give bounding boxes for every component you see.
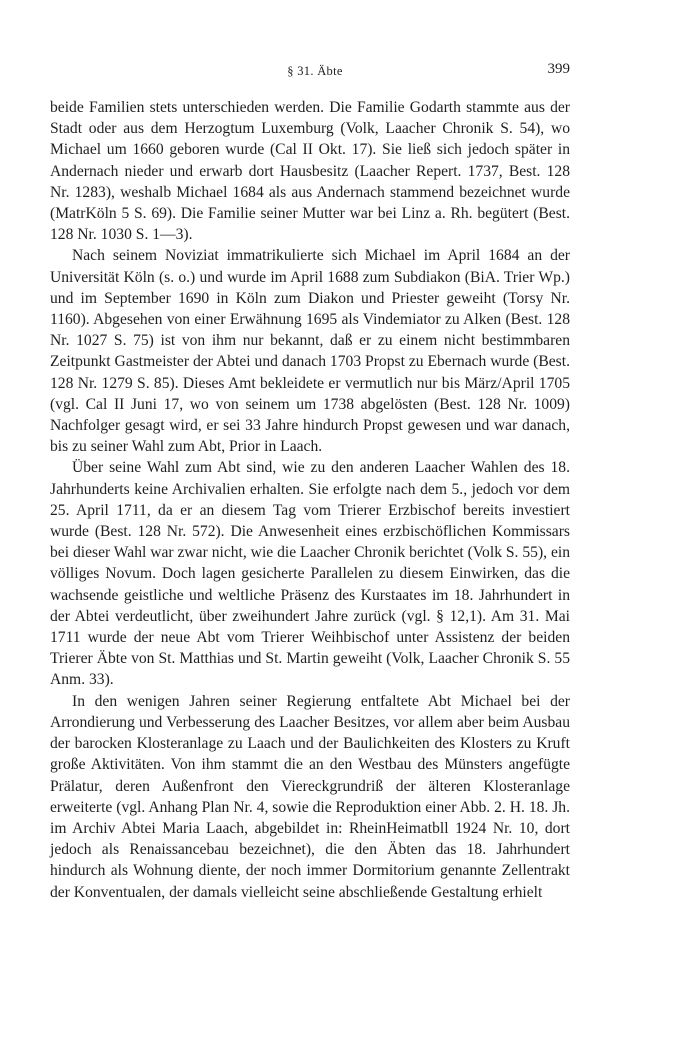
- page-number: 399: [547, 61, 570, 77]
- paragraph-continued: beide Familien stets unterschieden werden. Die Familie Godarth stammte aus der Stadt oder aus dem Herzogtum Luxemburg (Volk, Laacher Chronik S. 54), wo Michael um 1660 geboren wurde (Cal II Okt. 17). Sie ließ sich jedoch später in Andernach nieder und erwarb dort Hausbesitz (Laacher Repert. 1737, Best. 128 Nr. 1283), weshalb Michael 1684 als aus Andernach stammend bezeichnet wurde (MatrKöln 5 S. 69). Die Familie seiner Mutter war bei Linz a. Rh. begütert (Best. 128 Nr. 1030 S. 1—3).: [50, 99, 570, 244]
- paragraph-novitiate: Nach seinem Noviziat immatrikulierte sich Michael im April 1684 an der Universität Köln (s. o.) und wurde im April 1688 zum Subdiakon (BiA. Trier Wp.) und im September 1690 in Köln zum Diakon und Priester geweiht (Torsy Nr. 1160). Abgesehen von einer Erwähnung 1695 als Vindemiator zu Alken (Best. 128 Nr. 1027 S. 75) ist von ihm nur bekannt, daß er zu einem nicht bestimmbaren Zeitpunkt Gastmeister der Abtei und danach 1703 Propst zu Ebernach wurde (Best. 128 Nr. 1279 S. 85). Dieses Amt bekleidete er vermutlich nur bis März/April 1705 (vgl. Cal II Juni 17, wo von seinem um 1738 abgelösten (Best. 128 Nr. 1009) Nachfolger gesagt wird, er sei 33 Jahre hindurch Propst gewesen und war danach, bis zu seiner Wahl zum Abt, Prior in Laach.: [50, 247, 570, 456]
- running-title: § 31. Äbte: [287, 64, 343, 78]
- paragraph-building: In den wenigen Jahren seiner Regierung entfaltete Abt Michael bei der Arrondierung und Verbesserung des Laacher Besitzes, vor allem aber beim Ausbau der barocken Klosteranlage zu Laach und der Baulichkeiten des Klosters zu Kruft große Aktivitäten. Von ihm stammt die an den Westbau des Münsters angefügte Prälatur, deren Außenfront den Viereckgrundriß der älteren Klosteranlage erweiterte (vgl. Anhang Plan Nr. 4, sowie die Reproduktion einer Abb. 2. H. 18. Jh. im Archiv Abtei Maria Laach, abgebildet in: RheinHeimatbll 1924 Nr. 10, dort jedoch als Renaissancebau bezeichnet), die den Äbten das 18. Jahrhundert hindurch als Wohnung diente, der noch immer Dormitorium genannte Zellentrakt der Konventualen, der damals vielleicht seine abschließende Gestaltung erhielt: [50, 692, 570, 901]
- body-text: [50, 97, 570, 903]
- paragraph-election: Über seine Wahl zum Abt sind, wie zu den anderen Laacher Wahlen des 18. Jahrhunderts keine Archivalien erhalten. Sie erfolgte nach dem 5., jedoch vor dem 25. April 1711, da er an diesem Tag vom Trierer Erzbischof bereits investiert wurde (Best. 128 Nr. 572). Die Anwesenheit eines erzbischöflichen Kommissars bei dieser Wahl war zwar nicht, wie die Laacher Chronik berichtet (Volk S. 55), ein völliges Novum. Doch lagen gesicherte Parallelen zu diesem Einwirken, das die wachsende geistliche und weltliche Präsenz des Kurstaates im 18. Jahrhundert in der Abtei verdeutlicht, über zweihundert Jahre zurück (vgl. § 12,1). Am 31. Mai 1711 wurde der neue Abt vom Trierer Weihbischof unter Assistenz der beiden Trierer Äbte von St. Matthias und St. Martin geweiht (Volk, Laacher Chronik S. 55 Anm. 33).: [50, 459, 570, 689]
